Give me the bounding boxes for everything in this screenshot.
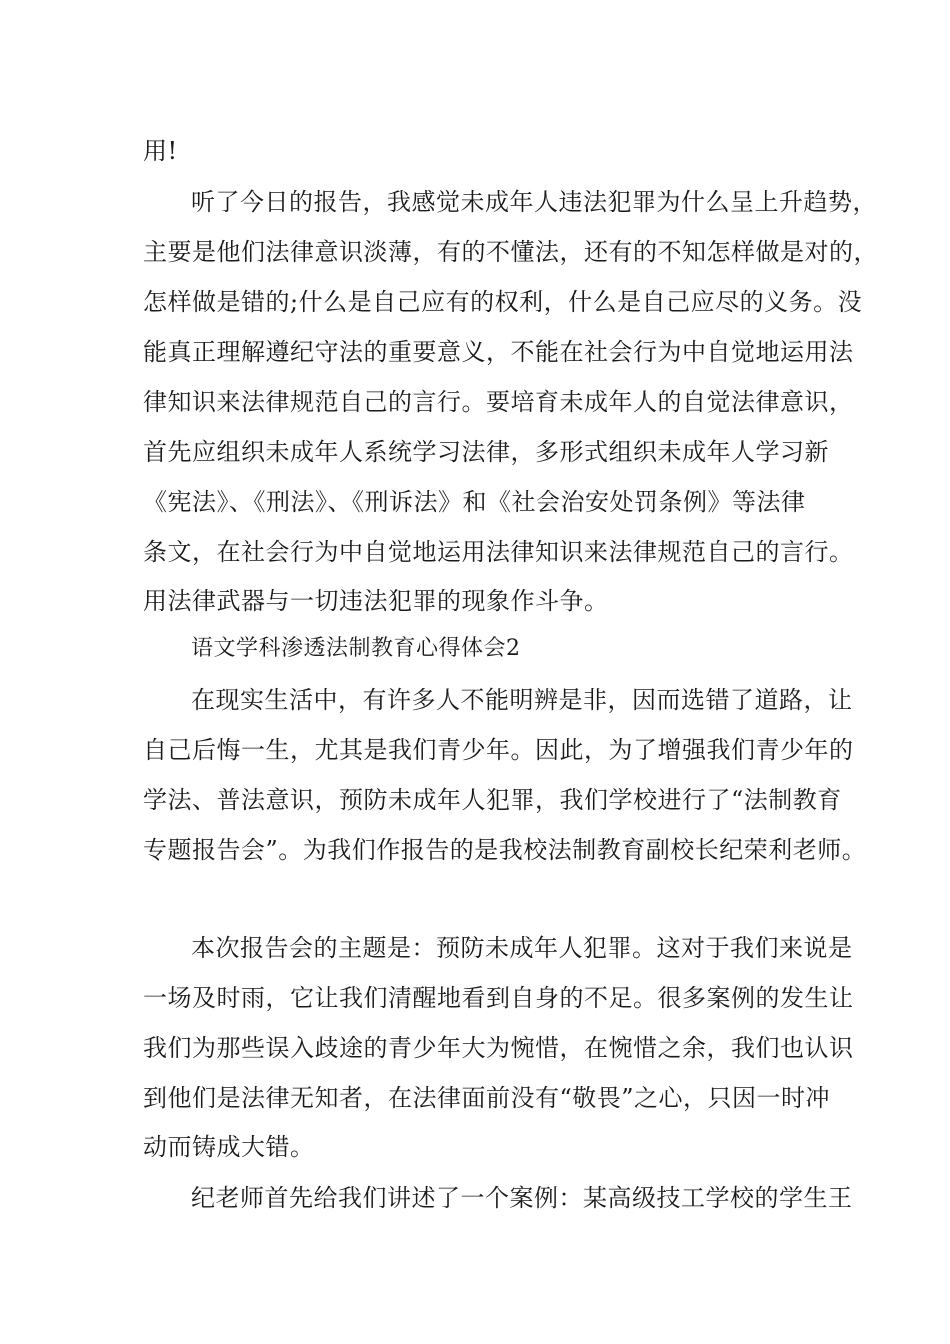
text-line: 条文，在社会行为中自觉地运用法律知识来法律规范自己的言行。 [143, 538, 854, 566]
text-line: 能真正理解遵纪守法的重要意义，不能在社会行为中自觉地运用法 [143, 338, 854, 366]
text-line: 用法律武器与一切违法犯罪的现象作斗争。 [143, 587, 609, 615]
text-line: 到他们是法律无知者，在法律面前没有“敬畏”之心，只因一时冲 [143, 1084, 831, 1112]
text-line: 首先应组织未成年人系统学习法律，多形式组织未成年人学习新 [143, 438, 829, 466]
text-line: 学法、普法意识，预防未成年人犯罪，我们学校进行了“法制教育 [143, 786, 842, 814]
text-line: 专题报告会”。为我们作报告的是我校法制教育副校长纪荣利老师。 [143, 836, 867, 864]
text-line: 《宪法》、《刑法》、《刑诉法》和《社会治安处罚条例》等法律 [143, 488, 806, 516]
text-line: 纪老师首先给我们讲述了一个案例：某高级技工学校的学生王 [191, 1184, 853, 1212]
text-line: 自己后悔一生，尤其是我们青少年。因此，为了增强我们青少年的 [143, 736, 854, 764]
text-line: 主要是他们法律意识淡薄，有的不懂法，还有的不知怎样做是对的， [143, 238, 878, 266]
text-line: 听了今日的报告，我感觉未成年人违法犯罪为什么呈上升趋势， [191, 188, 877, 216]
section-heading: 语文学科渗透法制教育心得体会2 [191, 636, 521, 661]
text-line: 一场及时雨，它让我们清醒地看到自身的不足。很多案例的发生让 [143, 984, 854, 1012]
text-line: 用! [143, 137, 178, 165]
text-line: 本次报告会的主题是：预防未成年人犯罪。这对于我们来说是 [191, 934, 853, 962]
text-line: 在现实生活中，有许多人不能明辨是非，因而选错了道路，让 [191, 686, 853, 714]
text-line: 动而铸成大错。 [143, 1133, 315, 1161]
text-line: 律知识来法律规范自己的言行。要培育未成年人的自觉法律意识， [143, 388, 854, 416]
text-line: 我们为那些误入歧途的青少年大为惋惜，在惋惜之余，我们也认识 [143, 1034, 854, 1062]
text-line: 怎样做是错的;什么是自己应有的权利，什么是自己应尽的义务。没 [143, 288, 863, 316]
